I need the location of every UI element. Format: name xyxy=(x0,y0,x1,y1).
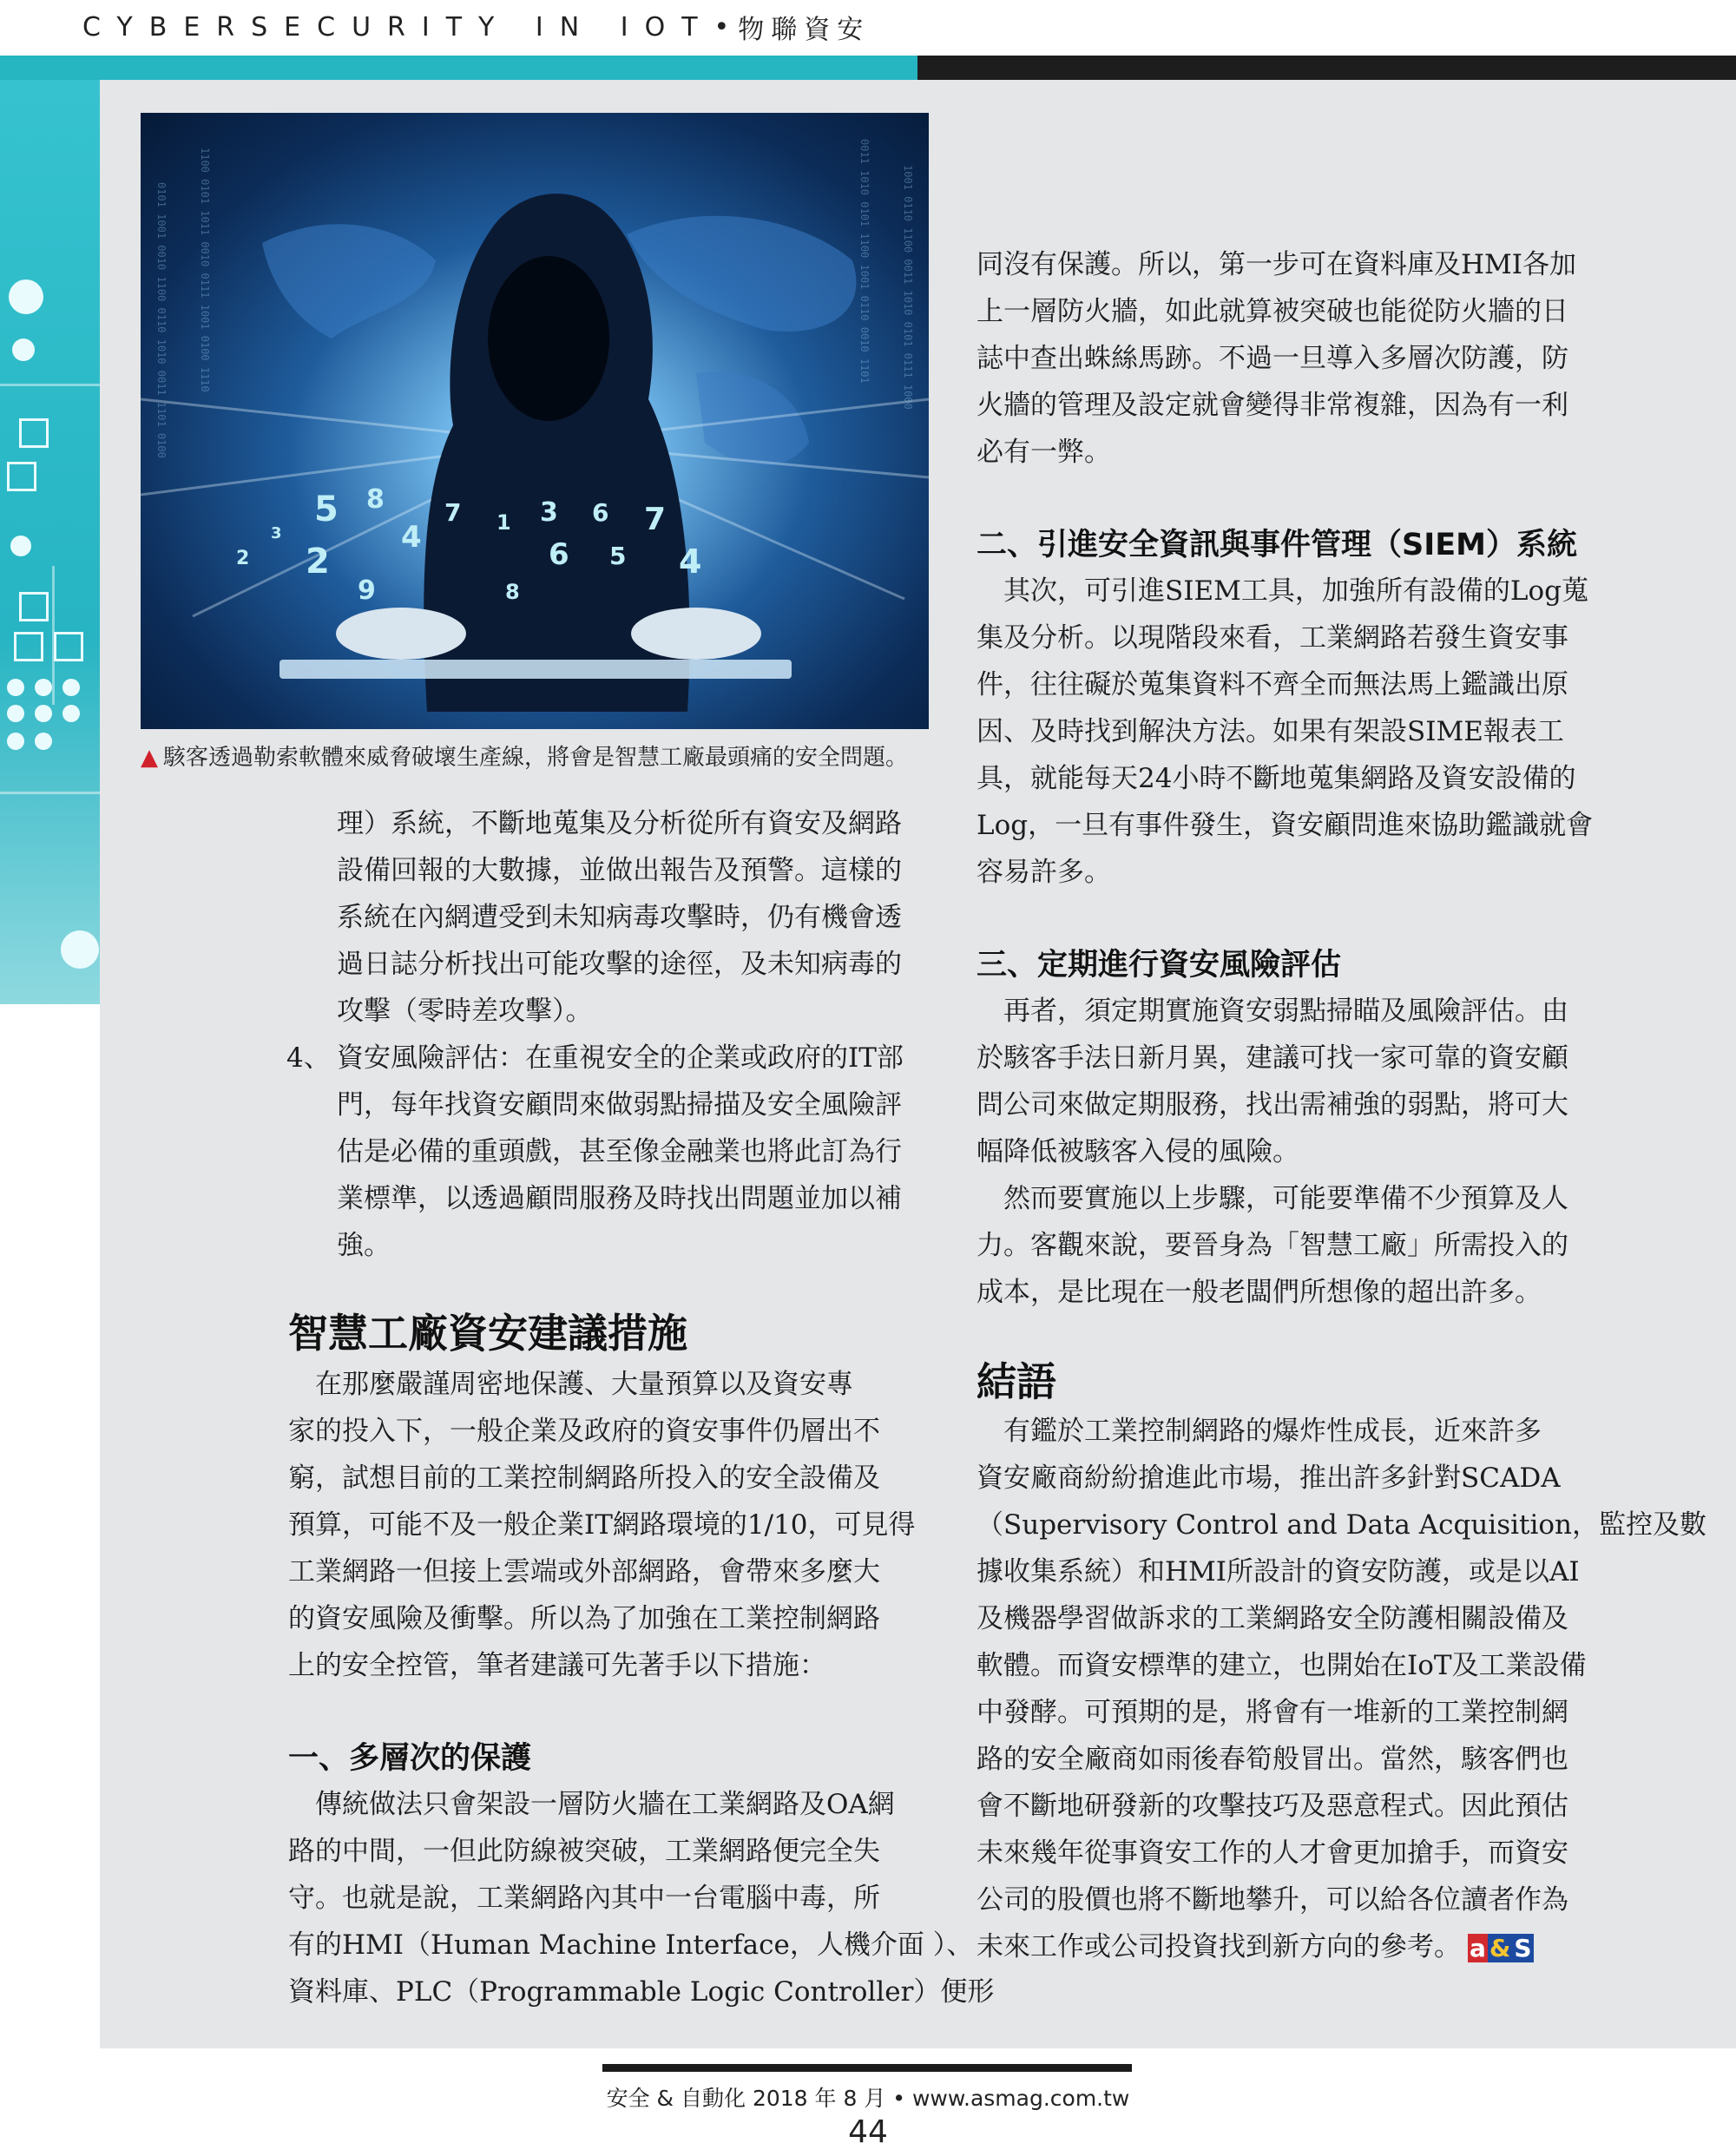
svg-text:8: 8 xyxy=(366,484,385,515)
text-line: 據收集系統）和HMI所設計的資安防護，或是以AI xyxy=(976,1556,1580,1587)
text-line: 火牆的管理及設定就會變得非常複雜，因為有一利 xyxy=(976,390,1568,421)
svg-text:2: 2 xyxy=(236,548,250,569)
text-line: 資安廠商紛紛搶進此市場，推出許多針對SCADA xyxy=(976,1463,1561,1494)
text-line: 估是必備的重頭戲，甚至像金融業也將此訂為行 xyxy=(337,1136,902,1167)
section-body xyxy=(288,1361,916,1689)
text-line-end: 未來工作或公司投資找到新方向的參考。 xyxy=(976,1931,1461,1962)
svg-text:4: 4 xyxy=(401,520,422,555)
text-line: 於駭客手法日新月異，建議可找一家可靠的資安顧 xyxy=(976,1042,1568,1074)
page-number: 44 xyxy=(848,2114,888,2150)
header-bullet: • xyxy=(713,11,739,43)
caption-text: 駭客透過勒索軟體來威脅破壞生產線，將會是智慧工廠最頭痛的安全問題。 xyxy=(163,745,909,771)
subheading-1: 一、多層次的保護 xyxy=(288,1741,532,1776)
text-line: （Supervisory Control and Data Acquisition，監控及數 xyxy=(976,1509,1707,1541)
text-line: 資料庫、PLC（Programmable Logic Controller）便形 xyxy=(288,1976,995,2008)
footer-rule xyxy=(602,2064,1132,2072)
svg-text:6: 6 xyxy=(549,537,569,572)
text-line: 守。也就是說，工業網路內其中一台電腦中毒，所 xyxy=(288,1883,880,1914)
header-dark-bar xyxy=(917,56,1736,80)
text-line: 門，每年找資安顧問來做弱點掃描及安全風險評 xyxy=(337,1089,902,1121)
svg-text:1100 0101 1011 0010 0111 1001: 1100 0101 1011 0010 0111 1001 0100 1110 xyxy=(199,148,211,392)
running-title: CYBERSECURITY IN IOT xyxy=(82,11,714,43)
text-line: 然而要實施以上步驟，可能要準備不少預算及人 xyxy=(976,1183,1568,1214)
photo-caption xyxy=(141,739,939,772)
svg-text:1001 0110 1100 0011 1010 0101: 1001 0110 1100 0011 1010 0101 0111 1000 xyxy=(902,165,914,410)
text-line: 軟體。而資安標準的建立，也開始在IoT及工業設備 xyxy=(976,1650,1587,1681)
text-line: 資安風險評估：在重視安全的企業或政府的IT部 xyxy=(337,1042,904,1074)
text-line: 公司的股價也將不斷地攀升，可以給各位讀者作為 xyxy=(976,1884,1568,1916)
text-line: 強。 xyxy=(337,1230,391,1261)
text-line: 工業網路一但接上雲端或外部網路，會帶來多麼大 xyxy=(288,1556,880,1587)
text-line: 會不斷地研發新的攻擊技巧及惡意程式。因此預估 xyxy=(976,1791,1568,1822)
text-line xyxy=(976,1923,1706,1970)
left-continuation xyxy=(337,800,902,1035)
text-line: 有的HMI（Human Machine Interface，人機介面 ）、 xyxy=(288,1929,974,1961)
subsection-1-body xyxy=(288,1781,994,2015)
text-line: 攻擊（零時差攻擊）。 xyxy=(337,996,593,1027)
publication-info: 安全 & 自動化 2018 年 8 月 • www.asmag.com.tw xyxy=(606,2086,1130,2111)
text-line: 中發酵。可預期的是，將會有一堆新的工業控制網 xyxy=(976,1697,1568,1728)
svg-text:7: 7 xyxy=(444,498,462,527)
svg-text:5: 5 xyxy=(314,490,339,529)
text-line: 路的中間，一但此防線被突破，工業網路便完全失 xyxy=(288,1836,880,1867)
text-line: 窮，試想目前的工業控制網路所投入的安全設備及 xyxy=(288,1463,880,1494)
caption-marker-icon: ▲ xyxy=(141,745,158,771)
hacker-photo xyxy=(141,113,929,729)
list-number: 4、 xyxy=(286,1042,331,1074)
text-line: 必有一弊。 xyxy=(976,437,1111,468)
text-line: 因、及時找到解決方法。如果有架設SIME報表工 xyxy=(976,716,1564,747)
text-line: 過日誌分析找出可能攻擊的途徑，及未知病毒的 xyxy=(337,949,902,980)
header-accent-bar xyxy=(0,56,917,80)
svg-text:8: 8 xyxy=(505,580,520,604)
text-line: 上的安全控管，筆者建議可先著手以下措施： xyxy=(288,1650,826,1681)
asmag-logo-icon: a & S xyxy=(1470,1933,1532,1962)
text-line: 其次，可引進SIEM工具，加強所有設備的Log蒐 xyxy=(976,575,1588,607)
text-line: 傳統做法只會架設一層防火牆在工業網路及OA網 xyxy=(288,1789,895,1820)
svg-text:0101 1001 0010 1100 0110 1010: 0101 1001 0010 1100 0110 1010 0011 1101 0100 xyxy=(155,182,168,458)
svg-text:6: 6 xyxy=(592,498,609,527)
svg-text:5: 5 xyxy=(609,542,627,570)
text-line: 業標準，以透過顧問服務及時找出問題並加以補 xyxy=(337,1183,902,1214)
text-line: 預算，可能不及一般企業IT網路環境的1/10，可見得 xyxy=(288,1509,916,1541)
text-line: 路的安全廠商如雨後春筍般冒出。當然，駭客們也 xyxy=(976,1744,1568,1775)
section-label: 物聯資安 xyxy=(738,15,871,45)
text-line: 具，就能每天24小時不斷地蒐集網路及資安設備的 xyxy=(976,763,1576,794)
svg-text:4: 4 xyxy=(679,542,702,581)
text-line: 上一層防火牆，如此就算被突破也能從防火牆的日 xyxy=(976,296,1568,327)
text-line: 及機器學習做訴求的工業網路安全防護相關設備及 xyxy=(976,1603,1568,1634)
subsection-2-body xyxy=(976,568,1593,896)
text-line: 設備回報的大數據，並做出報告及預警。這樣的 xyxy=(337,855,902,886)
conclusion-body xyxy=(976,1408,1706,1970)
svg-text:3: 3 xyxy=(540,497,558,528)
text-line: 同沒有保護。所以，第一步可在資料庫及HMI各加 xyxy=(976,249,1577,280)
svg-text:3: 3 xyxy=(271,524,282,542)
text-line: 家的投入下，一般企業及政府的資安事件仍層出不 xyxy=(288,1416,880,1447)
text-line: 容易許多。 xyxy=(976,857,1111,888)
text-line: 誌中查出蛛絲馬跡。不過一旦導入多層次防護，防 xyxy=(976,343,1568,374)
text-line: 在那麼嚴謹周密地保護、大量預算以及資安專 xyxy=(288,1369,853,1400)
svg-text:7: 7 xyxy=(644,502,667,537)
text-line: 有鑑於工業控制網路的爆炸性成長，近來許多 xyxy=(976,1416,1542,1447)
text-line: 理）系統，不斷地蒐集及分析從所有資安及網路 xyxy=(337,808,902,839)
text-line: 集及分析。以現階段來看，工業網路若發生資安事 xyxy=(976,622,1568,654)
text-line: 未來幾年從事資安工作的人才會更加搶手，而資安 xyxy=(976,1837,1568,1869)
circuit-decoration xyxy=(0,80,100,1004)
right-continuation xyxy=(976,241,1576,476)
subsection-3-body xyxy=(976,988,1568,1316)
text-line: 再者，須定期實施資安弱點掃瞄及風險評估。由 xyxy=(976,996,1568,1027)
list-item-4 xyxy=(337,1035,904,1269)
text-line: Log，一旦有事件發生，資安顧問進來協助鑑識就會 xyxy=(976,810,1594,841)
subheading-3: 三、定期進行資安風險評估 xyxy=(976,948,1342,983)
svg-text:0011 1010 0101 1100 1001 0110: 0011 1010 0101 1100 1001 0110 0010 1101 xyxy=(858,139,871,384)
text-line: 力。客觀來說，要晉身為「智慧工廠」所需投入的 xyxy=(976,1230,1568,1261)
text-line: 成本，是比現在一般老闆們所想像的超出許多。 xyxy=(976,1277,1542,1308)
text-line: 問公司來做定期服務，找出需補強的弱點，將可大 xyxy=(976,1089,1568,1121)
text-line: 的資安風險及衝擊。所以為了加強在工業控制網路 xyxy=(288,1603,880,1634)
subheading-2: 二、引進安全資訊與事件管理（SIEM）系統 xyxy=(976,528,1577,562)
svg-text:2: 2 xyxy=(306,542,330,582)
svg-text:9: 9 xyxy=(358,575,376,606)
running-header xyxy=(82,5,870,49)
svg-text:1: 1 xyxy=(496,510,511,535)
text-line: 幅降低被駭客入侵的風險。 xyxy=(976,1136,1299,1167)
conclusion-heading: 結語 xyxy=(976,1358,1056,1405)
text-line: 系統在內網遭受到未知病毒攻擊時，仍有機會透 xyxy=(337,902,902,933)
text-line: 件，往往礙於蒐集資料不齊全而無法馬上鑑識出原 xyxy=(976,669,1568,700)
section-heading: 智慧工廠資安建議措施 xyxy=(288,1310,687,1357)
